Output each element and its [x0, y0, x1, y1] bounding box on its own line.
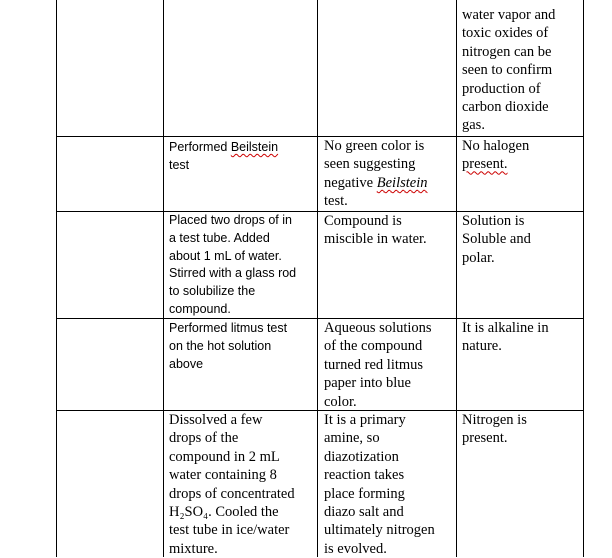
- observation-text: negative: [324, 174, 377, 191]
- cell-line: water vapor and: [462, 7, 556, 23]
- cell-line: compound in 2 mL: [169, 448, 280, 465]
- inference-cell: [462, 212, 580, 267]
- cell-line: nitrogen can be: [462, 43, 552, 60]
- cell-line: polar.: [462, 249, 495, 266]
- inference-cell: [462, 6, 580, 135]
- observation-cell: [324, 411, 460, 558]
- cell-line: miscible in water.: [324, 231, 427, 248]
- procedure-cell: [169, 411, 317, 558]
- cell-line: Performed litmus test: [169, 321, 288, 335]
- procedure-cell: [169, 139, 317, 175]
- cell-line: diazotization: [324, 448, 399, 465]
- procedure-cell: [169, 212, 317, 319]
- procedure-cell: [169, 320, 317, 373]
- inference-cell: [462, 137, 580, 174]
- cell-line: nature.: [462, 338, 502, 355]
- beilstein-word: Beilstein: [230, 140, 279, 154]
- cell-line: Dissolved a few: [169, 412, 263, 428]
- cell-line: Nitrogen is: [462, 412, 527, 428]
- inference-cell: [462, 411, 580, 448]
- cell-line: H₂SO₄. Cooled the: [169, 504, 279, 521]
- cell-line: No green color is: [324, 138, 425, 154]
- cell-line: of the compound: [324, 338, 423, 355]
- cell-line: No halogen: [462, 138, 530, 154]
- cell-line: place forming: [324, 485, 405, 502]
- cell-line: to solubilize the: [169, 284, 256, 299]
- cell-line: diazo salt and: [324, 504, 404, 521]
- inference-cell: [462, 319, 580, 356]
- cell-line: about 1 mL of water.: [169, 248, 282, 263]
- cell-line: present.: [462, 430, 508, 447]
- cell-line: Stirred with a glass rod: [169, 266, 297, 281]
- cell-line: test.: [324, 193, 348, 210]
- cell-line: amine, so: [324, 430, 380, 447]
- cell-line: Placed two drops of in: [169, 213, 292, 227]
- cell-line: ultimately nitrogen: [324, 522, 435, 539]
- cell-line: Aqueous solutions: [324, 320, 432, 336]
- beilstein-word: Beilstein: [376, 174, 428, 191]
- cell-line: Solution is: [462, 213, 525, 229]
- table-row: [462, 6, 580, 135]
- cell-line: mixture.: [169, 540, 218, 557]
- cell-line: seen to confirm: [462, 62, 553, 79]
- cell-line: It is alkaline in: [462, 320, 549, 336]
- observation-cell: [324, 137, 460, 211]
- cell-line: present.: [462, 156, 508, 173]
- cell-line: color.: [324, 393, 357, 410]
- cell-line: above: [169, 356, 204, 371]
- cell-line: a test tube. Added: [169, 230, 270, 245]
- cell-line: drops of concentrated: [169, 485, 295, 502]
- cell-line: reaction takes: [324, 467, 405, 484]
- cell-line: water containing 8: [169, 467, 277, 484]
- cell-line: Soluble and: [462, 231, 531, 248]
- cell-line: is evolved.: [324, 540, 387, 557]
- cell-line: seen suggesting: [324, 156, 416, 173]
- observation-cell: [324, 319, 460, 411]
- cell-line: paper into blue: [324, 375, 411, 392]
- cell-line: test tube in ice/water: [169, 522, 290, 539]
- cell-line: compound.: [169, 301, 231, 316]
- cell-line: carbon dioxide: [462, 99, 549, 116]
- cell-line: turned red litmus: [324, 356, 424, 373]
- cell-line: on the hot solution: [169, 338, 272, 353]
- cell-line: Compound is: [324, 213, 402, 229]
- cell-line: drops of the: [169, 430, 239, 447]
- cell-line: gas.: [462, 117, 485, 134]
- cell-line: test: [169, 157, 190, 172]
- cell-line: production of: [462, 80, 541, 97]
- cell-line: toxic oxides of: [462, 25, 549, 42]
- observation-cell: [324, 212, 460, 249]
- cell-line: It is a primary: [324, 412, 406, 428]
- procedure-text: Performed: [169, 140, 231, 154]
